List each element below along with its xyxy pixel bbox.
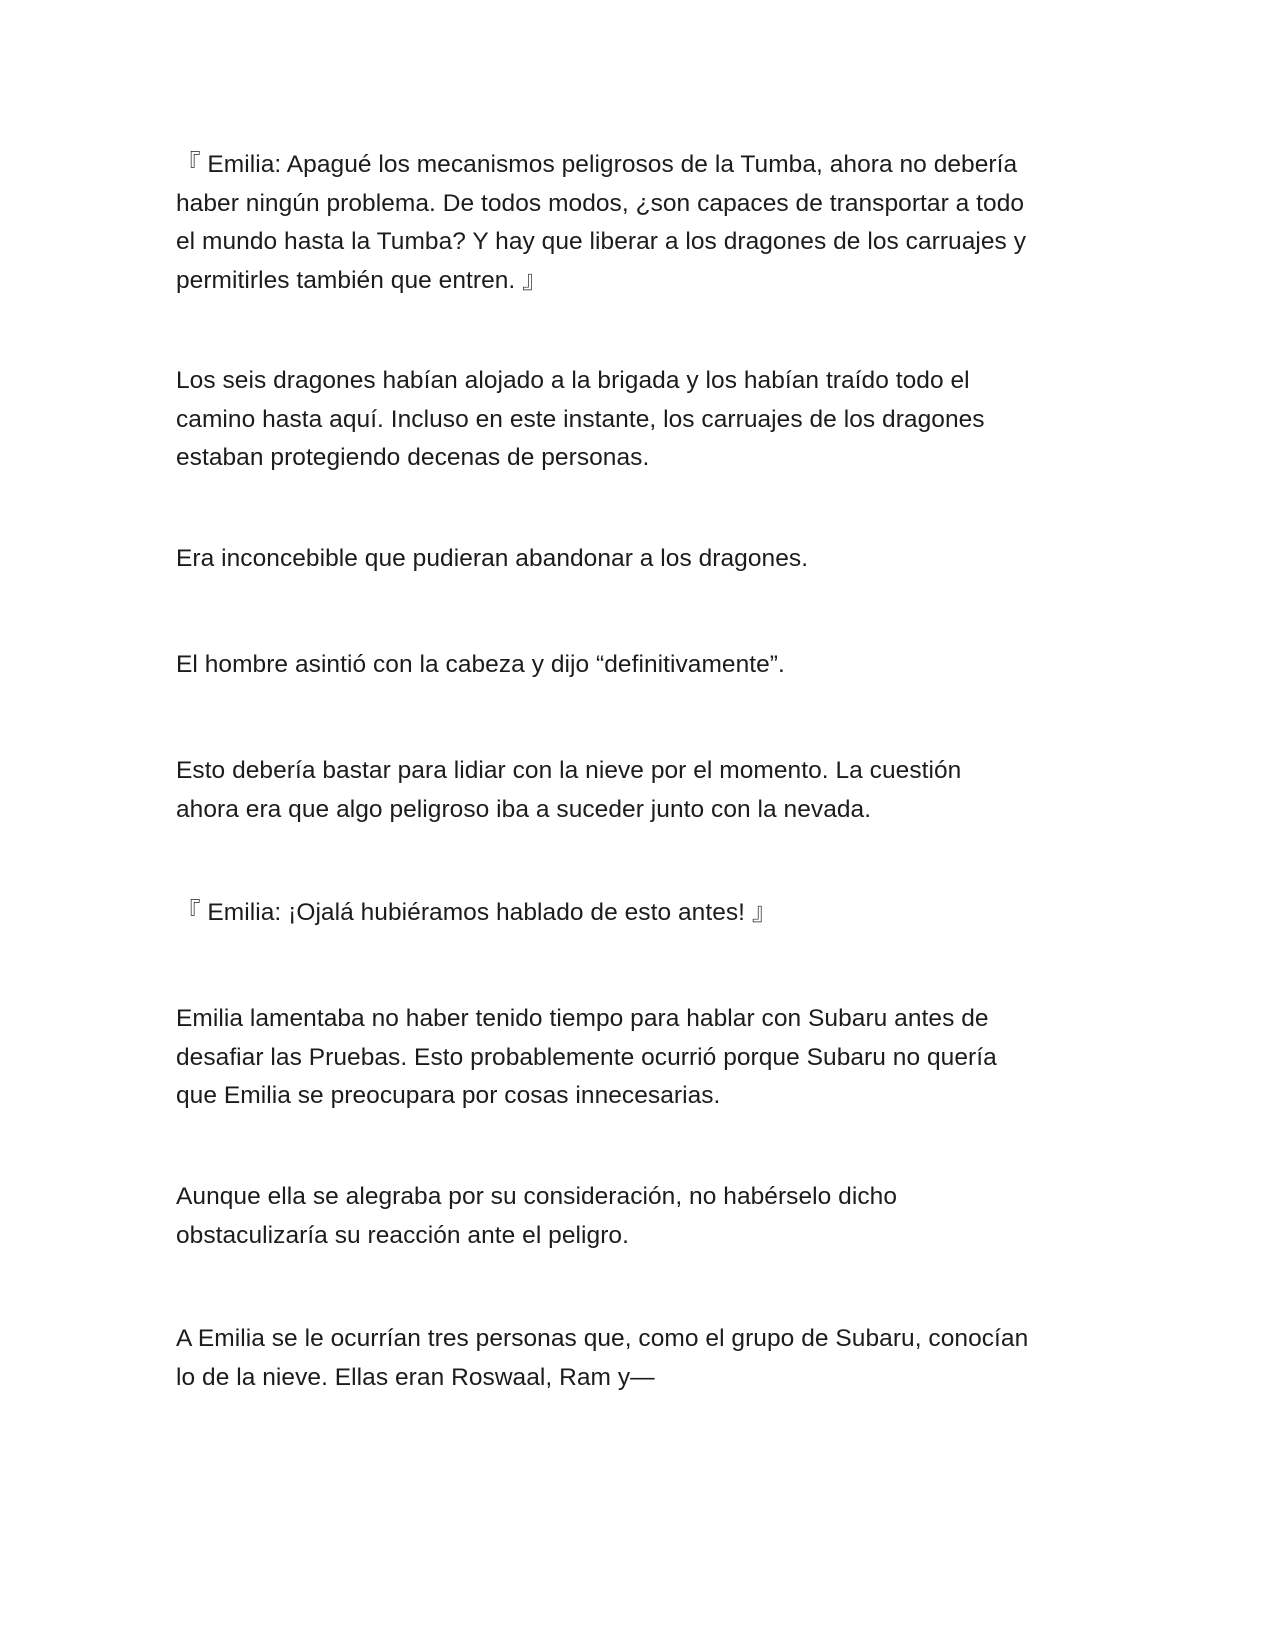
text-line: que Emilia se preocupara por cosas innecesarias. — [176, 1082, 721, 1109]
paragraph-emilia-wish — [176, 894, 1116, 933]
text-line: Esto debería bastar para lidiar con la nieve por el momento. La cuestión — [176, 757, 962, 784]
text-line: permitirles también que entren. 』 — [176, 266, 547, 294]
text-line: Los seis dragones habían alojado a la brigada y los habían traído todo el — [176, 367, 970, 394]
text-line: obstaculizaría su reacción ante el peligro. — [176, 1221, 629, 1249]
text-line: estaban protegiendo decenas de personas. — [176, 444, 650, 471]
text-line: Aunque ella se alegraba por su consideración, no habérselo dicho — [176, 1183, 897, 1210]
paragraph-snow — [176, 752, 1116, 829]
text-line: El hombre asintió con la cabeza y dijo “definitivamente”. — [176, 651, 785, 678]
text-line: ahora era que algo peligroso iba a suceder junto con la nevada. — [176, 795, 872, 823]
text-line: 『 Emilia: ¡Ojalá hubiéramos hablado de esto antes! 』 — [176, 899, 777, 926]
text-line: el mundo hasta la Tumba? Y hay que liberar a los dragones de los carruajes y — [176, 228, 1027, 255]
paragraph-three-people — [176, 1320, 1116, 1397]
text-line: lo de la nieve. Ellas eran Roswaal, Ram y— — [176, 1363, 655, 1391]
paragraph-six-dragons — [176, 362, 1116, 478]
text-line: A Emilia se le ocurrían tres personas que, como el grupo de Subaru, conocían — [176, 1325, 1029, 1352]
paragraph-inconceivable — [176, 540, 1116, 579]
text-line: Era inconcebible que pudieran abandonar a los dragones. — [176, 545, 809, 572]
paragraph-consideration — [176, 1178, 1116, 1255]
text-line: desafiar las Pruebas. Esto probablemente ocurrió porque Subaru no quería — [176, 1043, 997, 1071]
text-line: haber ningún problema. De todos modos, ¿son capaces de transportar a todo — [176, 189, 1025, 217]
paragraph-emilia-regret — [176, 1000, 1116, 1116]
paragraph-man-nodded — [176, 646, 1116, 685]
text-line: Emilia lamentaba no haber tenido tiempo para hablar con Subaru antes de — [176, 1005, 989, 1032]
paragraph-emilia-tomb — [176, 146, 1116, 300]
text-line: 『 Emilia: Apagué los mecanismos peligrosos de la Tumba, ahora no debería — [176, 151, 1018, 178]
text-line: camino hasta aquí. Incluso en este instante, los carruajes de los dragones — [176, 405, 985, 433]
